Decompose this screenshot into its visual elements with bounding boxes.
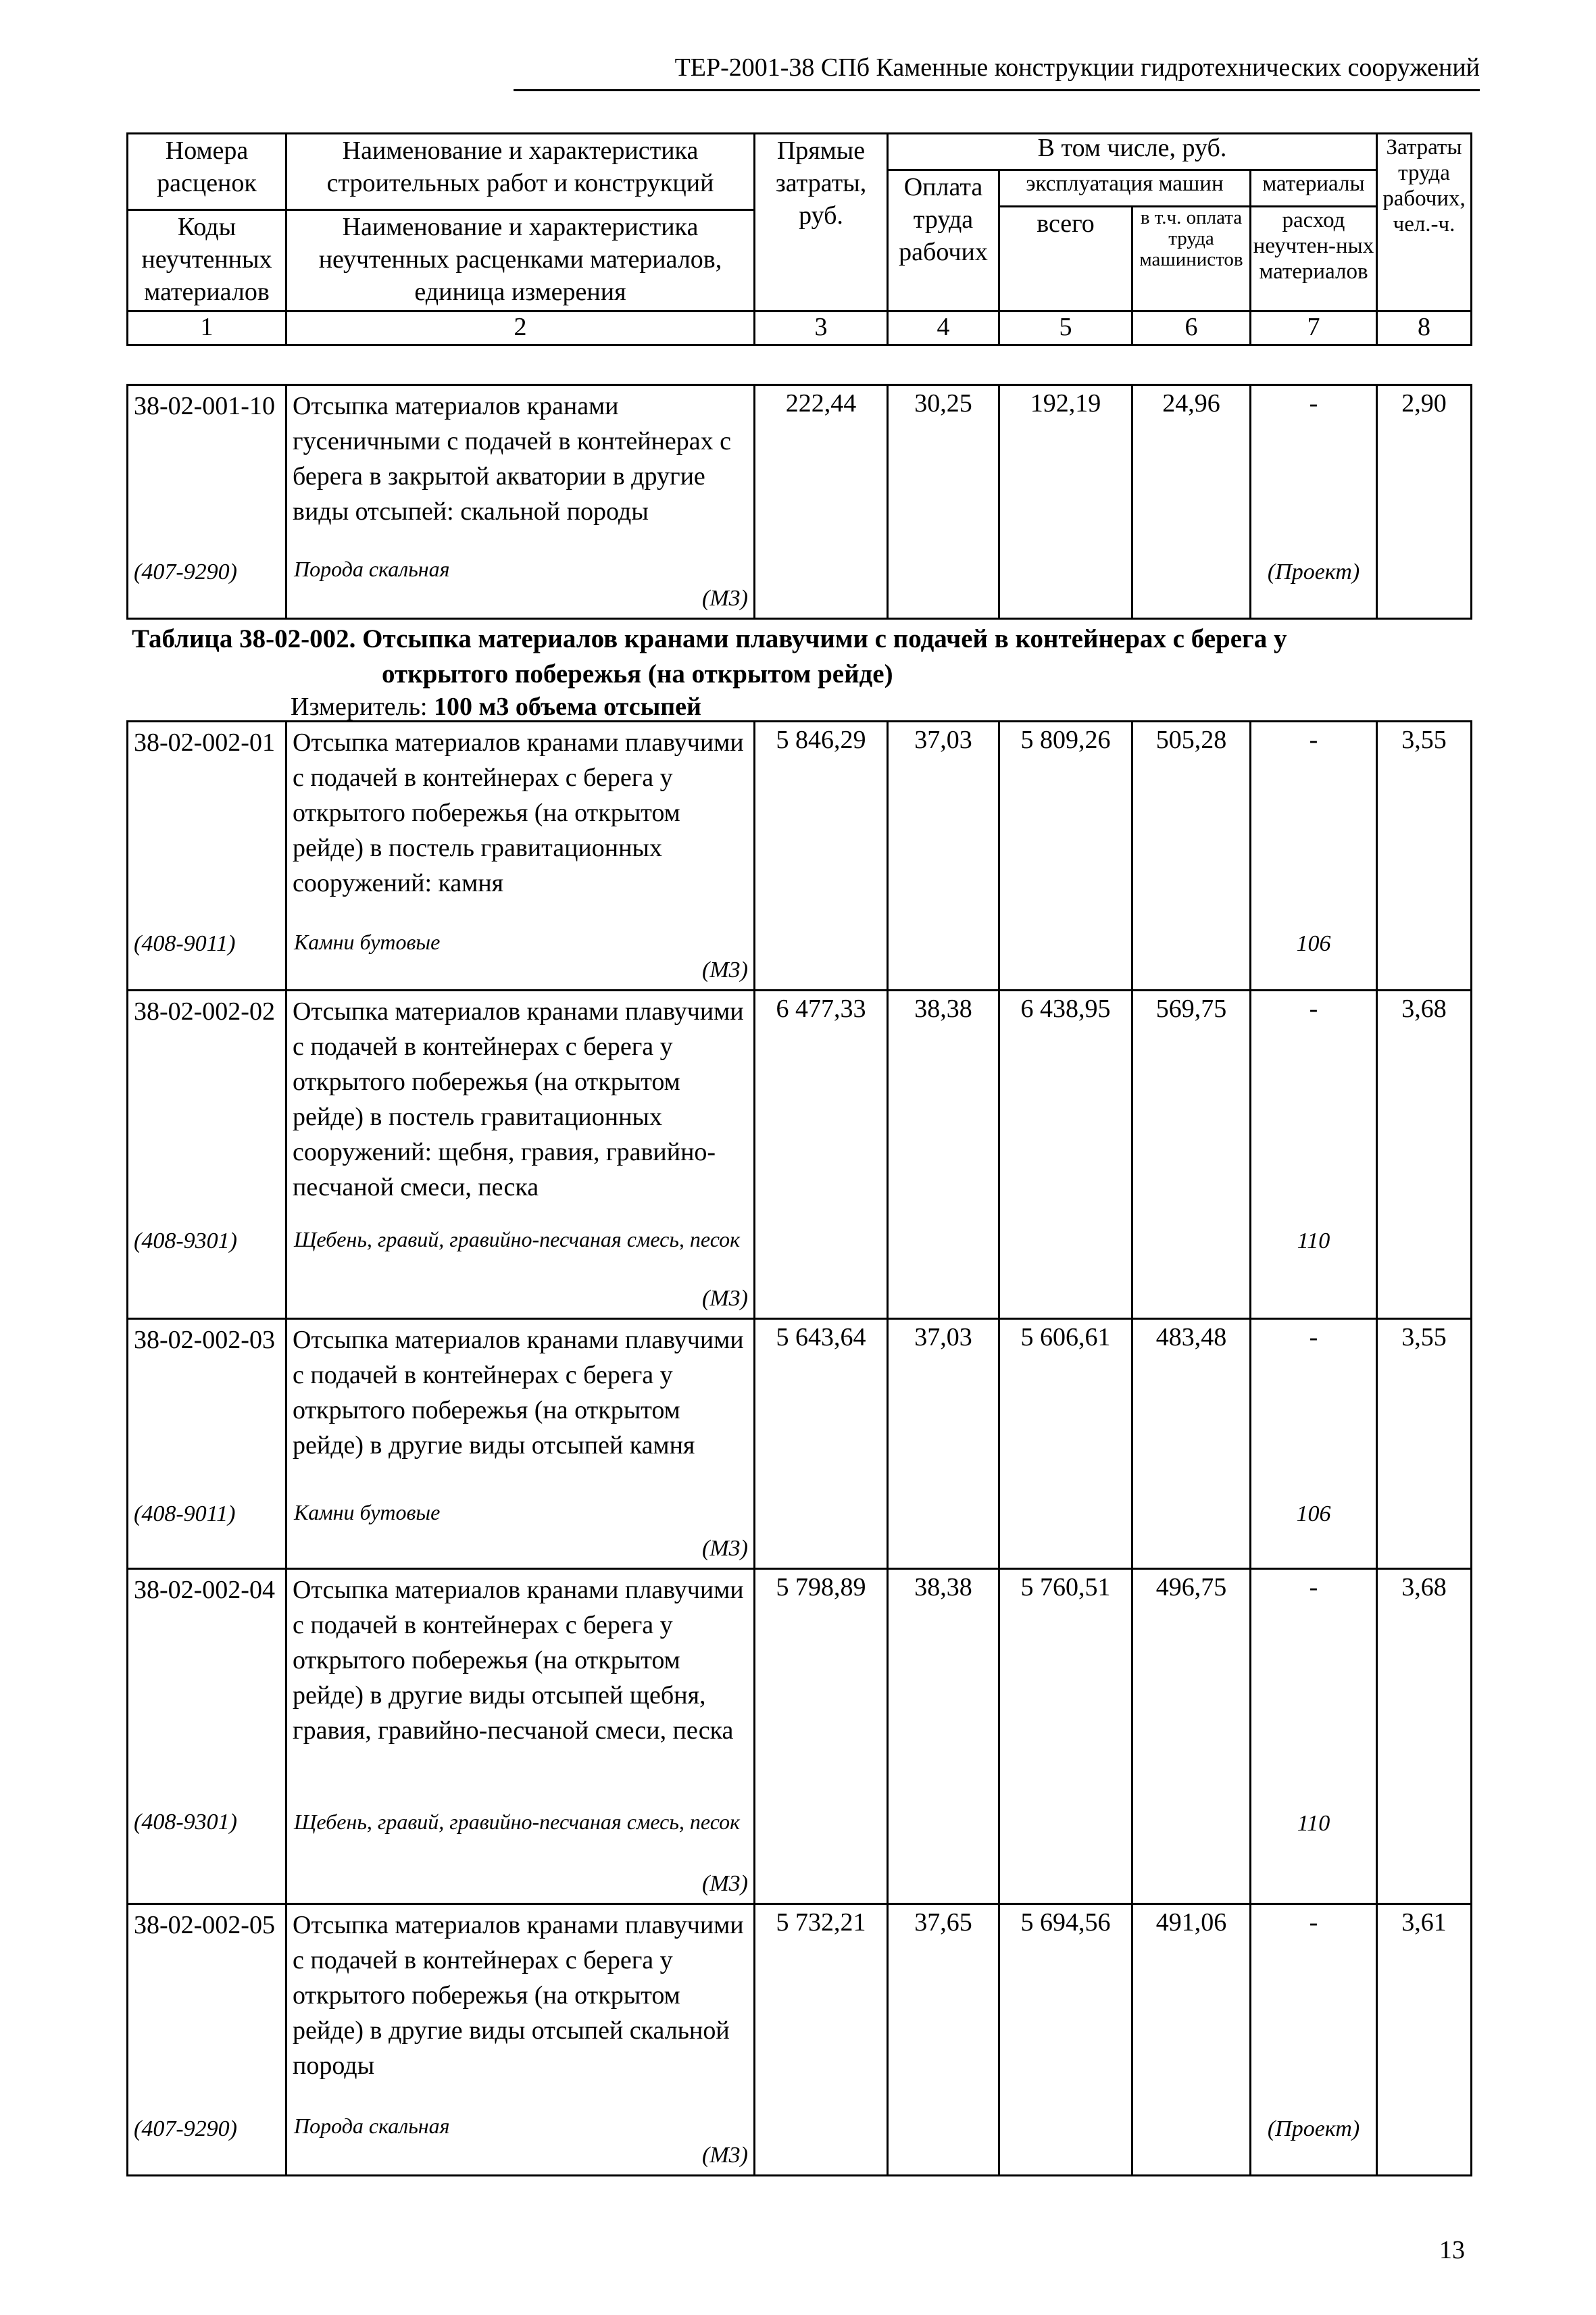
rate-code: 38-02-002-05	[134, 1911, 275, 1939]
material-code: (408-9301)	[134, 1228, 237, 1253]
material-code: (407-9290)	[134, 559, 237, 584]
table-row	[128, 1569, 1472, 1904]
rate-code: 38-02-002-01	[134, 728, 275, 757]
material-name: Камни бутовые	[294, 930, 441, 954]
table-row	[128, 385, 1472, 619]
material-code: (408-9301)	[134, 1810, 237, 1835]
header-col-number: 8	[1377, 312, 1472, 345]
measurement-unit	[291, 692, 701, 722]
header-labor-hours: Затраты труда рабочих, чел.-ч.	[1377, 134, 1472, 312]
meter-label: Измеритель:	[291, 693, 428, 721]
machinist-pay: 24,96	[1162, 389, 1220, 418]
material-quantity: 106	[1296, 1501, 1331, 1526]
header-material-codes: Коды неучтенных материалов	[128, 210, 286, 312]
direct-costs: 5 732,21	[776, 1908, 866, 1937]
direct-costs: 222,44	[785, 389, 857, 418]
header-unaccounted-materials: расход неучтен-ных материалов	[1251, 206, 1377, 312]
material-name: Камни бутовые	[294, 1500, 441, 1524]
header-col-number: 6	[1132, 312, 1251, 345]
header-col-number: 2	[286, 312, 755, 345]
work-name: Отсыпка материалов кранами гусеничными с подачей в контейнерах с берега в закрытой акватории в другие виды отсыпей: скальной породы	[293, 392, 731, 526]
table-header	[126, 132, 1472, 346]
labor-hours: 3,55	[1401, 1323, 1447, 1351]
direct-costs: 5 846,29	[776, 726, 866, 754]
materials-cost: -	[1309, 389, 1318, 418]
material-name: Щебень, гравий, гравийно-песчаная смесь, песок	[294, 1227, 741, 1251]
materials-cost: -	[1309, 726, 1318, 754]
machinist-pay: 496,75	[1155, 1573, 1227, 1601]
labor-hours: 3,68	[1401, 1573, 1447, 1601]
machines-total: 6 438,95	[1020, 995, 1111, 1023]
machines-total: 192,19	[1030, 389, 1101, 418]
material-name: Порода скальная	[294, 557, 450, 581]
materials-cost: -	[1309, 1323, 1318, 1351]
table-row	[128, 1904, 1472, 2176]
work-name: Отсыпка материалов кранами плавучими с подачей в контейнерах с берега у открытого побережья (на открытом рейде) в другие виды отсыпей скальной породы	[293, 1911, 744, 2080]
material-code: (408-9011)	[134, 1501, 236, 1526]
material-code: (408-9011)	[134, 931, 236, 956]
work-name: Отсыпка материалов кранами плавучими с подачей в контейнерах с берега у открытого побережья (на открытом рейде) в постель гравитационных сооружений: камня	[293, 728, 744, 897]
machines-total: 5 809,26	[1020, 726, 1111, 754]
labor-hours: 3,55	[1401, 726, 1447, 754]
table-row	[128, 1319, 1472, 1569]
labor-pay: 37,65	[914, 1908, 972, 1937]
table-row	[128, 991, 1472, 1319]
header-including-group: В том числе, руб.	[888, 134, 1377, 170]
materials-cost: -	[1309, 995, 1318, 1023]
page-header-title: ТЕР-2001-38 СПб Каменные конструкции гидротехнических сооружений	[514, 53, 1480, 91]
unit-label: (М3)	[702, 957, 748, 982]
material-name: Порода скальная	[294, 2114, 450, 2138]
meter-value: 100 м3 объема отсыпей	[434, 693, 701, 721]
header-rate-numbers: Номера расценок	[128, 134, 286, 210]
work-name: Отсыпка материалов кранами плавучими с подачей в контейнерах с берега у открытого побережья (на открытом рейде) в постель гравитационных сооружений: щебня, гравия, гравийно-песчаной смеси, песка	[293, 997, 744, 1201]
header-machinist-pay: в т.ч. оплата труда машинистов	[1132, 206, 1251, 312]
table-row	[128, 722, 1472, 991]
materials-cost: -	[1309, 1908, 1318, 1937]
header-col-number: 5	[999, 312, 1132, 345]
labor-pay: 37,03	[914, 726, 972, 754]
header-labor-pay: Оплата труда рабочих	[888, 170, 999, 312]
page-number: 13	[1439, 2236, 1465, 2264]
header-col-number: 4	[888, 312, 999, 345]
unit-label: (М3)	[702, 1871, 748, 1896]
unit-label: (М3)	[702, 586, 748, 611]
labor-hours: 2,90	[1401, 389, 1447, 418]
machines-total: 5 606,61	[1020, 1323, 1111, 1351]
labor-pay: 30,25	[914, 389, 972, 418]
table-caption-line1: Таблица 38-02-002. Отсыпка материалов кранами плавучими с подачей в контейнерах с берега у	[132, 624, 1287, 653]
machines-total: 5 694,56	[1020, 1908, 1111, 1937]
labor-pay: 37,03	[914, 1323, 972, 1351]
material-name: Щебень, гравий, гравийно-песчаная смесь, песок	[294, 1810, 741, 1834]
header-materials-group: материалы	[1251, 170, 1377, 207]
header-col-number: 7	[1251, 312, 1377, 345]
material-quantity: 110	[1297, 1228, 1330, 1253]
header-machines-group: эксплуатация машин	[999, 170, 1251, 207]
header-col-number: 3	[755, 312, 888, 345]
header-machines-total: всего	[999, 206, 1132, 312]
materials-cost: -	[1309, 1573, 1318, 1601]
header-direct-costs: Прямые затраты, руб.	[755, 134, 888, 312]
labor-hours: 3,61	[1401, 1908, 1447, 1937]
material-quantity: (Проект)	[1267, 559, 1360, 584]
table-caption-line2: открытого побережья (на открытом рейде)	[382, 659, 893, 689]
material-quantity: 110	[1297, 1811, 1330, 1836]
rate-code: 38-02-002-03	[134, 1326, 275, 1354]
material-quantity: (Проект)	[1267, 2116, 1360, 2141]
table-caption	[132, 622, 1449, 692]
labor-hours: 3,68	[1401, 995, 1447, 1023]
machinist-pay: 483,48	[1155, 1323, 1227, 1351]
machinist-pay: 569,75	[1155, 995, 1227, 1023]
unit-label: (М3)	[702, 1536, 748, 1561]
labor-pay: 38,38	[914, 995, 972, 1023]
work-name: Отсыпка материалов кранами плавучими с подачей в контейнерах с берега у открытого побережья (на открытом рейде) в другие виды отсыпей щебня, гравия, гравийно-песчаной смеси, песка	[293, 1576, 744, 1745]
rate-code: 38-02-002-02	[134, 997, 275, 1026]
rates-table-main	[126, 720, 1472, 2176]
machinist-pay: 491,06	[1155, 1908, 1227, 1937]
direct-costs: 5 798,89	[776, 1573, 866, 1601]
work-name: Отсыпка материалов кранами плавучими с подачей в контейнерах с берега у открытого побережья (на открытом рейде) в другие виды отсыпей камня	[293, 1326, 744, 1460]
rate-code: 38-02-002-04	[134, 1576, 275, 1604]
header-material-names: Наименование и характеристика неучтенных расценками материалов, единица измерения	[286, 210, 755, 312]
unit-label: (М3)	[702, 1286, 748, 1311]
unit-label: (М3)	[702, 2143, 748, 2168]
header-col-number: 1	[128, 312, 286, 345]
direct-costs: 5 643,64	[776, 1323, 866, 1351]
machinist-pay: 505,28	[1155, 726, 1227, 754]
rates-table-first	[126, 384, 1472, 620]
material-code: (407-9290)	[134, 2116, 237, 2141]
material-quantity: 106	[1296, 931, 1331, 956]
labor-pay: 38,38	[914, 1573, 972, 1601]
rate-code: 38-02-001-10	[134, 392, 275, 420]
header-work-name: Наименование и характеристика строительных работ и конструкций	[286, 134, 755, 210]
direct-costs: 6 477,33	[776, 995, 866, 1023]
machines-total: 5 760,51	[1020, 1573, 1111, 1601]
